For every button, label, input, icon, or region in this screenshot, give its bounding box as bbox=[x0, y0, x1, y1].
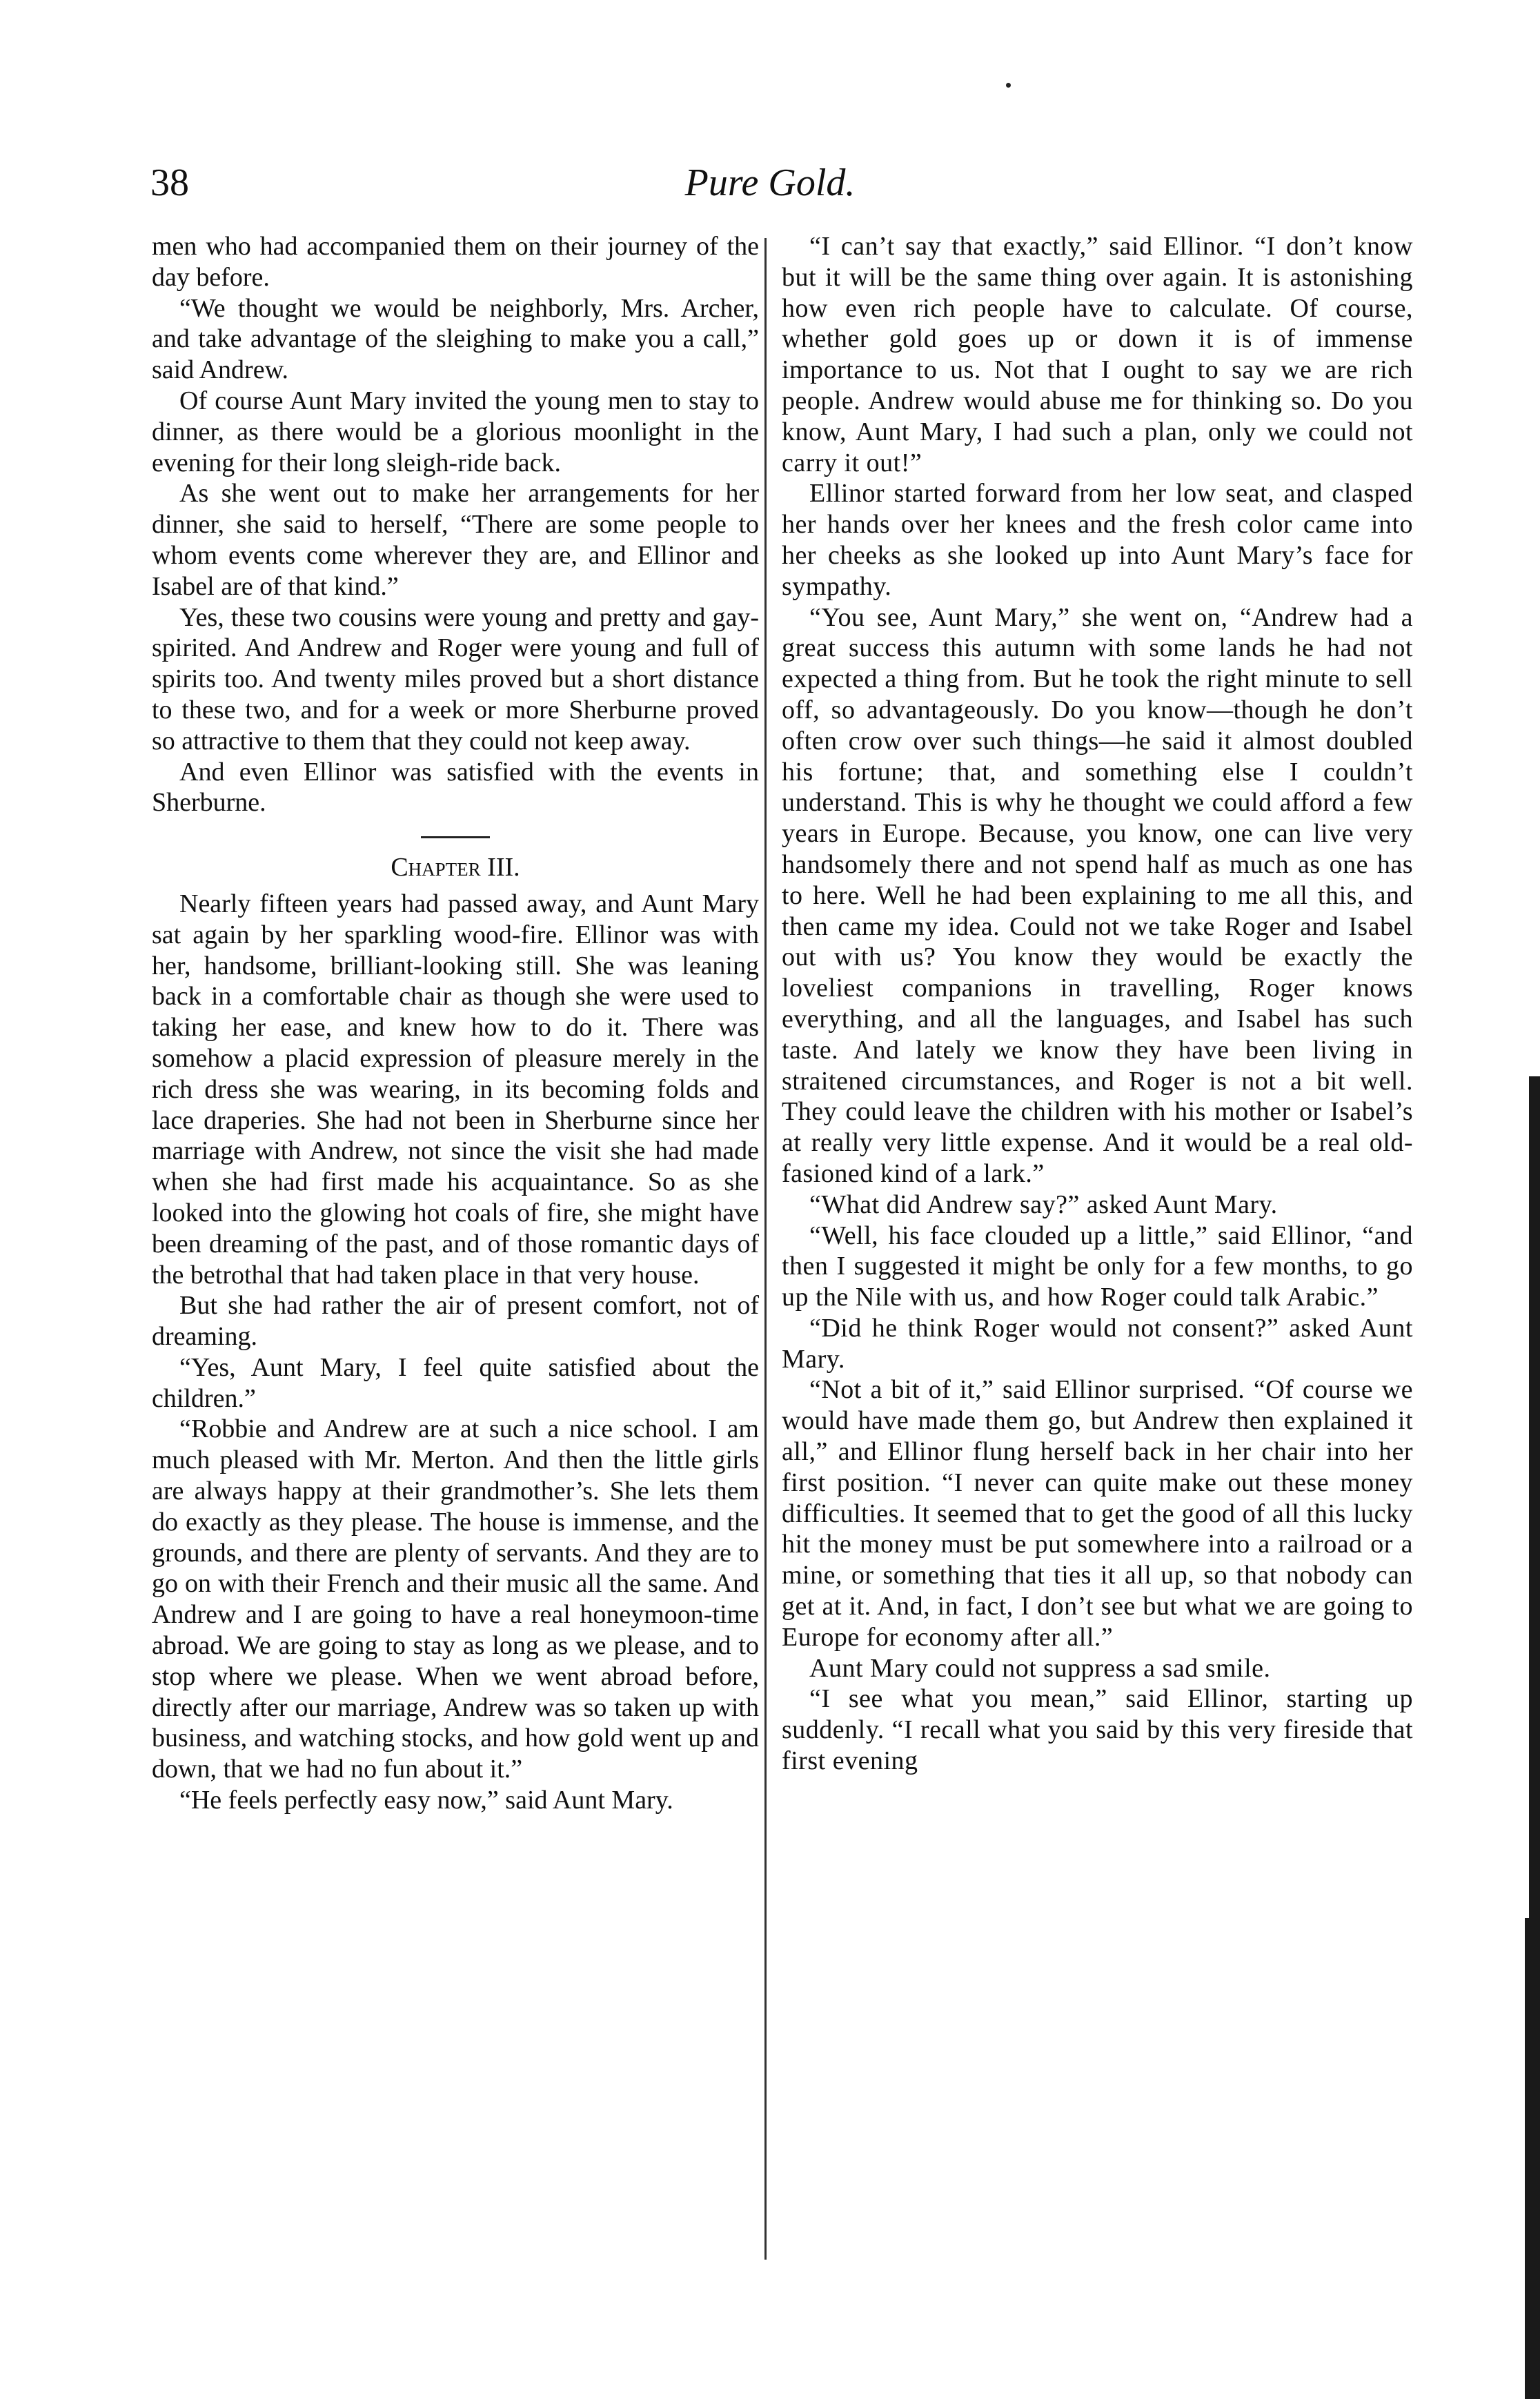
stray-dot bbox=[1006, 83, 1011, 88]
paragraph: “I see what you mean,” said Ellinor, starting up suddenly. “I recall what you said by this very fireside that first evening bbox=[782, 1684, 1413, 1776]
paragraph: “He feels perfectly easy now,” said Aunt Mary. bbox=[179, 1786, 673, 1815]
running-title: Pure Gold. bbox=[684, 161, 856, 204]
paragraph: And even Ellinor was satisfied with the events in Sherburne. bbox=[152, 757, 759, 818]
paragraph: men who had accompanied them on their journey of the day before. bbox=[152, 232, 759, 292]
chapter-heading: Chapter III. bbox=[391, 853, 520, 882]
paragraph: “Robbie and Andrew are at such a nice school. I am much pleased with Mr. Merton. And then the little girls are always happy at their grandmother’s. She lets them do exactly as they please. The house is immense, and the grounds, and there are plenty of servants. And they are to go on with their French and their music all the same. And Andrew and I are going to have a real honeymoon-time abroad. We are going to stay as long as we please, and to stop where we please. When we went abroad before, directly after our marriage, Andrew was so taken up with business, and watching stocks, and how gold went up and down, that we had no fun about it.” bbox=[152, 1414, 759, 1784]
section-rule bbox=[421, 836, 490, 838]
paragraph: “Yes, Aunt Mary, I feel quite satisfied about the children.” bbox=[152, 1352, 759, 1413]
paragraph: Aunt Mary could not suppress a sad smile. bbox=[809, 1653, 1271, 1683]
paragraph: “I can’t say that exactly,” said Ellinor. “I don’t know but it will be the same thing over again. It is astonishing how even rich people have to calculate. Of course, whether gold goes up or down it is of immense importance to us. Not that I ought to say we are rich people. Andrew would abuse me for thinking so. Do you know, Aunt Mary, I had such a plan, only we could not carry it out!” bbox=[782, 232, 1413, 477]
paragraph: Nearly fifteen years had passed away, and Aunt Mary sat again by her sparkling wood-fire. Ellinor was with her, handsome, brilliant-looking still. She was leaning back in a comfortable chair as though she were used to taking her ease, and knew how to do it. There was somehow a placid expression of pleasure merely in the rich dress she was wearing, in its becoming folds and lace draperies. She had not been in Sherburne since her marriage with Andrew, not since the visit she had made when she had first made his acquaintance. So as she looked into the glowing hot coals of fire, she might have been dreaming of the past, and of those romantic days of the betrothal that had taken place in that very house. bbox=[152, 889, 759, 1290]
page-edge-shadow bbox=[1525, 1918, 1540, 2399]
column-divider bbox=[764, 238, 767, 2260]
paragraph: Ellinor started forward from her low seat, and clasped her hands over her knees and the fresh color came into her cheeks as she looked up into Aunt Mary’s face for sympathy. bbox=[782, 479, 1413, 601]
paragraph: “You see, Aunt Mary,” she went on, “Andrew had a great success this autumn with some lands he had not expected a thing from. But he took the right minute to sell off, so advantageously. Do you know—though he don’t often crow over such things—he said it almost doubled his fortune; that, and something else I couldn’t understand. This is why he thought we could afford a few years in Europe. Because, you know, one can live very handsomely there and not spend half as much as one has to here. Well he had been explaining to me all this, and then came my idea. Could not we take Roger and Isabel out with us? You know they would be exactly the loveliest companions in travelling, Roger knows everything, and all the languages, and Isabel has such taste. And lately we know they have been living in straitened circumstances, and Roger is not a bit well. They could leave the children with his mother or Isabel’s at really very little expense. And it would be a real old-fasioned kind of a lark.” bbox=[782, 602, 1413, 1188]
paragraph: “Not a bit of it,” said Ellinor surprised. “Of course we would have made them go, but Andrew then explained it all,” and Ellinor flung herself back in her chair into her first position. “I never can quite make out these money difficulties. It seemed that to get the good of all this lucky hit the money must be put somewhere into a railroad or a mine, or something that ties it all up, so that nobody can get at it. And, in fact, I don’t see but what we are going to Europe for economy after all.” bbox=[782, 1375, 1413, 1652]
paragraph: “What did Andrew say?” asked Aunt Mary. bbox=[809, 1189, 1278, 1219]
paragraph: “Did he think Roger would not consent?” asked Aunt Mary. bbox=[782, 1313, 1413, 1374]
left-column bbox=[152, 231, 759, 1816]
paragraph: Of course Aunt Mary invited the young men to stay to dinner, as there would be a glorious moonlight in the evening for their long sleigh-ride back. bbox=[152, 386, 759, 477]
paragraph: “Well, his face clouded up a little,” said Ellinor, “and then I suggested it might be only for a few months, to go up the Nile with us, and how Roger could talk Arabic.” bbox=[782, 1221, 1413, 1312]
right-column bbox=[782, 231, 1413, 1777]
paragraph: But she had rather the air of present comfort, not of dreaming. bbox=[152, 1291, 759, 1352]
paragraph: As she went out to make her arrangements for her dinner, she said to herself, “There are some people to whom events come wherever they are, and Ellinor and Isabel are of that kind.” bbox=[152, 479, 759, 601]
page-header bbox=[0, 155, 1540, 217]
paragraph: “We thought we would be neighborly, Mrs. Archer, and take advantage of the sleighing to make you a call,” said Andrew. bbox=[152, 293, 759, 385]
paragraph: Yes, these two cousins were young and pretty and gay-spirited. And Andrew and Roger were young and full of spirits too. And twenty miles proved but a short distance to these two, and for a week or more Sherburne proved so attractive to them that they could not keep away. bbox=[152, 602, 759, 756]
page-number: 38 bbox=[150, 161, 189, 204]
